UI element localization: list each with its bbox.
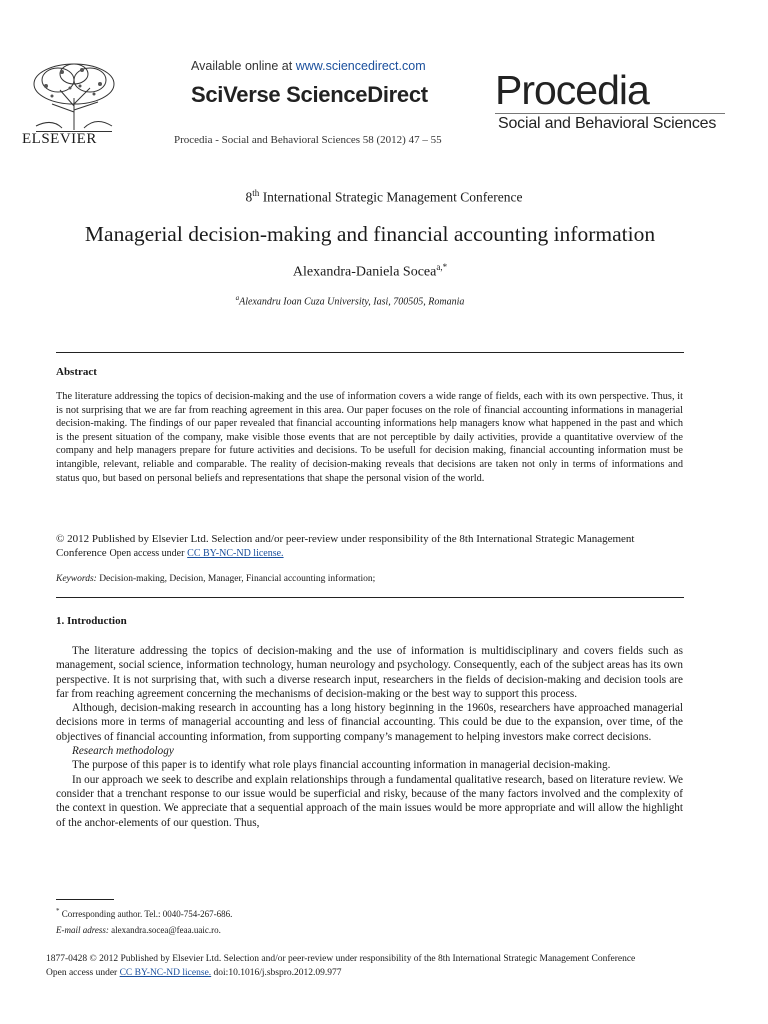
intro-paragraph: The purpose of this paper is to identify what role plays financial accounting information in managerial decision-making.: [72, 759, 611, 772]
author-name: Alexandra-Daniela Socea: [292, 264, 437, 280]
research-methodology-subheading: Research methodology: [72, 745, 174, 758]
footer-copyright: 1877-0428 © 2012 Published by Elsevier Ltd. Selection and/or peer-review under responsibility of the 8th International Strategic Management Conference: [46, 954, 636, 964]
journal-logo: Procedia: [495, 67, 649, 113]
affiliation-mark: a: [235, 294, 240, 302]
journal-logo-divider: [495, 113, 725, 114]
conference-ordinal: th: [252, 188, 260, 198]
email-label: E-mail adress:: [56, 925, 109, 935]
footer-license-link[interactable]: CC BY-NC-ND license.: [119, 968, 212, 978]
abstract-heading: Abstract: [56, 366, 97, 378]
footer-access: [46, 968, 342, 978]
keywords-label: Keywords:: [56, 574, 97, 584]
keywords: [56, 574, 375, 584]
available-online: [191, 59, 426, 73]
intro-paragraph: Although, decision-making research in accounting has a long history beginning in the 1960s, researchers have approached managerial decisions more in terms of managerial accounting and less of financial accounting. This could be due to the expansion, over time, of the objectives of financial accounting information, from supporting company’s management to helping investors make correct decisions.: [56, 702, 683, 743]
copyright-text: © 2012 Published by Elsevier Ltd. Selection and/or peer-review under responsibility of the 8th International Strategic Management Conference: [56, 533, 635, 559]
author-marks: a,*: [436, 262, 448, 272]
paper-title: Managerial decision-making and financial accounting information: [84, 222, 656, 246]
open-access-label: Open access under: [109, 548, 185, 559]
copyright-statement: [56, 532, 683, 561]
journal-subtitle: Social and Behavioral Sciences: [498, 115, 717, 132]
intro-paragraph: In our approach we seek to describe and explain relationships through a fundamental qualitative research, based on literature review. We consider that a trenchant response to our issue would be superficial and risky, because of the many factors involved and the complexity of the context in question. We appreciate that a sequential approach of the main issues would be more appropriate and will allow the highlight of the anchor-elements of our question. Thus,: [56, 773, 683, 829]
publisher-wordmark: ELSEVIER: [22, 131, 97, 147]
footnote-mark: *: [56, 907, 60, 915]
email-footnote: [56, 925, 221, 935]
introduction-heading: 1. Introduction: [56, 615, 127, 627]
conference-name: [0, 188, 768, 206]
introduction-body: [56, 644, 683, 830]
author-line: [0, 262, 740, 281]
corresponding-author-footnote: [56, 908, 232, 921]
affiliation-text: Alexandru Ioan Cuza University, Iasi, 700505, Romania: [239, 296, 465, 308]
conference-title: International Strategic Management Conference: [259, 189, 523, 205]
elsevier-tree-logo: [22, 60, 126, 132]
keywords-text: Decision-making, Decision, Manager, Financial accounting information;: [99, 574, 376, 584]
journal-reference: Procedia - Social and Behavioral Sciences 58 (2012) 47 – 55: [174, 134, 442, 146]
platform-logo: SciVerse ScienceDirect: [191, 82, 428, 107]
footer-open-access: Open access under: [46, 968, 118, 978]
footer-doi[interactable]: doi:10.1016/j.sbspro.2012.09.977: [213, 968, 342, 978]
abstract-top-rule: [56, 352, 684, 353]
abstract-bottom-rule: [56, 597, 684, 598]
corresponding-text: Corresponding author. Tel.: 0040-754-267-686.: [61, 909, 233, 919]
affiliation: [0, 294, 700, 307]
license-link[interactable]: CC BY-NC-ND license.: [187, 548, 284, 559]
available-prefix: Available online at: [191, 59, 296, 73]
sciencedirect-url[interactable]: www.sciencedirect.com: [295, 59, 426, 73]
footnote-rule: [56, 899, 114, 900]
abstract-text: The literature addressing the topics of decision-making and the use of information covers a wide range of fields, each with its own perspective. Thus, it is not surprising that we are far from reaching agreement in this area. Our paper focuses on the role of financial accounting informations in managerial decision-making. The findings of our paper revealed that financial accounting informations help managers know what happened in the past and which is the present situation of the company, make visible those events that are not perceptible by daily activities, provide a quantitative overview of the company and help managers prepare for future activities and decisions. To be usefull for decision making, financial accounting information must be intangible, relevant, reliable and comparable. The reality of decision-making reveals that decisions are taken not only in terms of informations and status quo, but based on personal beliefs and representations that shape the personal vision of the world.: [56, 391, 683, 484]
email-address[interactable]: alexandra.socea@feaa.uaic.ro.: [111, 925, 221, 935]
intro-paragraph: The literature addressing the topics of decision-making and the use of information is multidisciplinary and covers fields such as management, social science, information technology, human neurology and psychology. Consequently, each of the subject areas has its own perspective. It is not surprising that, with such a diverse research input, researchers in the fields of decision-making and decision tools are far from reaching agreement concerning the mechanisms of decision-making or the best way to support this process.: [56, 645, 683, 700]
conference-number: 8: [245, 189, 253, 205]
